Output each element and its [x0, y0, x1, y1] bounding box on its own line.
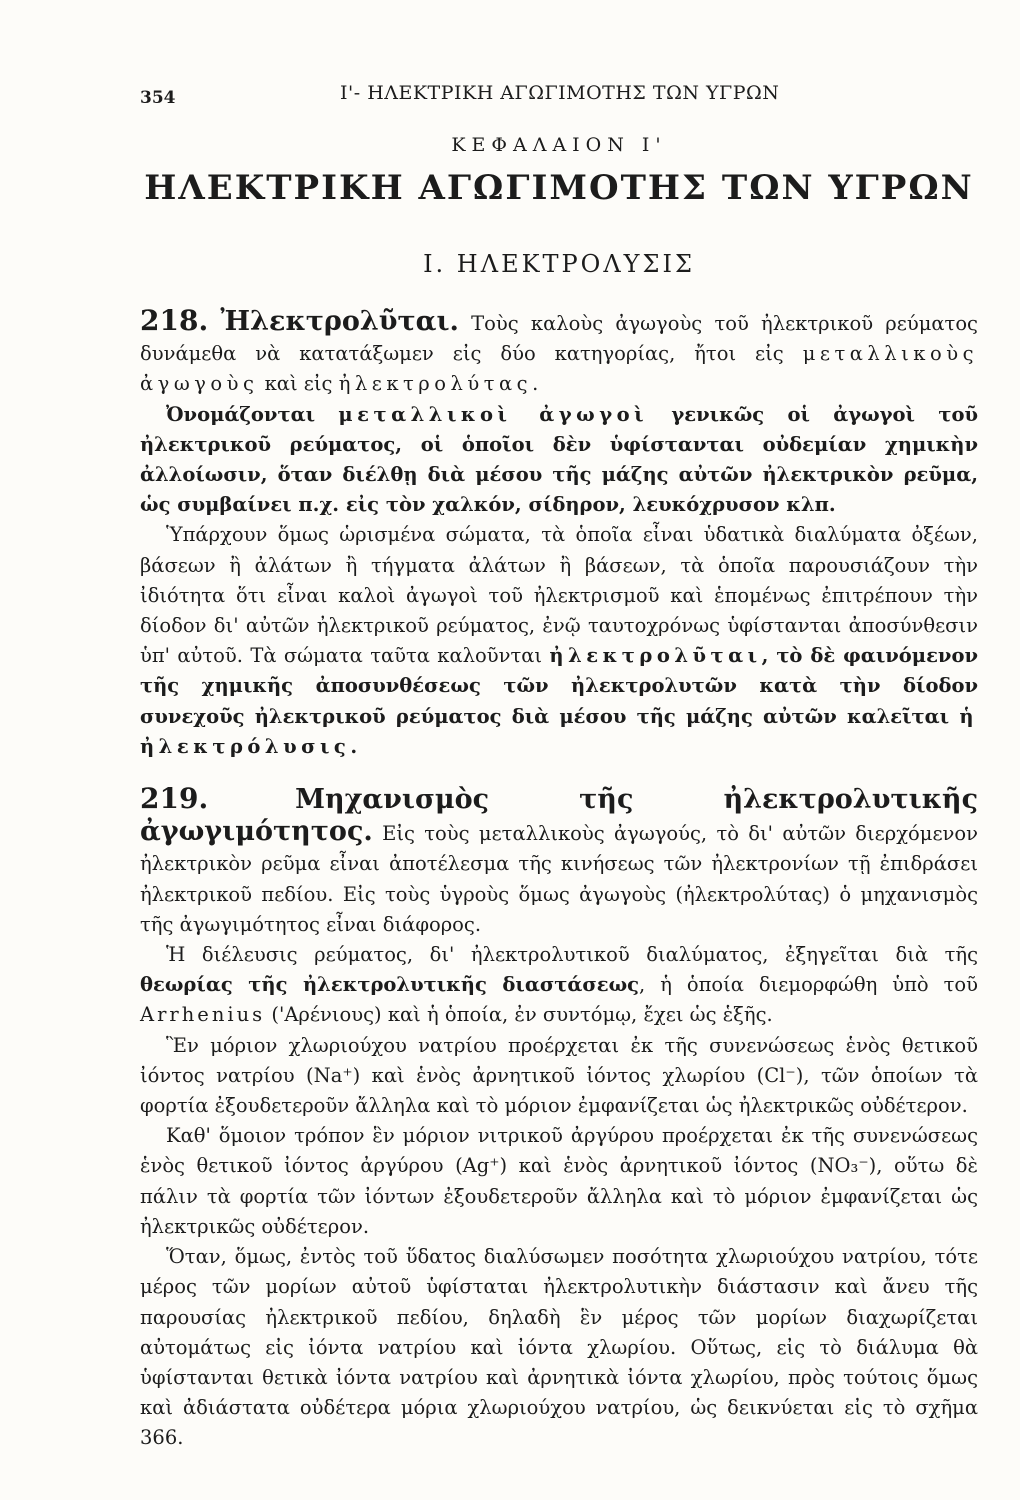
- chapter-title: ΗΛΕΚΤΡΙΚΗ ΑΓΩΓΙΜΟΤΗΣ ΤΩΝ ΥΓΡΩΝ: [144, 168, 974, 208]
- text-run: καὶ εἰς: [258, 372, 339, 396]
- paragraph-219-nacl: Ἓν μόριον χλωριούχου νατρίου προέρχεται ἐκ τῆς συνενώσεως ἑνὸς θετικοῦ ἰόντος νατρίου (Na⁺) καὶ ἑνὸς ἀρνητικοῦ ἰόντος χλωρίου (Cl⁻), τῶν ὁποίων τὰ φορτία ἐξουδετεροῦν ἄλληλα καὶ τὸ μόριον ἐμφανίζεται ὡς ἠλεκτρικῶς οὐδέτερον.: [140, 1033, 978, 1118]
- text-run: Εἰς τοὺς μεταλλικοὺς ἀγωγούς, τὸ δι' αὐτῶν διερχόμενον ἠλεκτρικὸν ρεῦμα εἶναι ἀποτέλεσμα τῆς κινήσεως τῶν ἠλεκτρονίων τῇ ἐπιδράσει ἠλεκτρικοῦ πεδίου. Εἰς τοὺς ὑγροὺς ὅμως ἀγωγοὺς (ἠλεκτρολύτας) ὁ μηχανισμὸς τῆς ἀγωγιμότητος εἶναι διάφορος.: [140, 822, 978, 936]
- paragraph-218-electrolytes: [140, 520, 978, 762]
- page-number: 354: [140, 88, 176, 108]
- paragraph-218-intro: [140, 306, 978, 400]
- text-run: γενικῶς οἱ ἀγωγοὶ τοῦ ἠλεκτρικοῦ ρεύματος, οἱ ὁποῖοι δὲν ὑφίστανται οὐδεμίαν χημικὴν ἀλλοίωσιν, ὅταν διέλθῃ διὰ μέσου τῆς μάζης αὐτῶν ἠλεκτρικὸν ρεῦμα, ὡς συμβαίνει π.χ. εἰς τὸν χαλκόν, σίδηρον, λευκόχρυσον κλπ.: [140, 402, 978, 517]
- spaced-name: Arrhenius: [140, 1003, 266, 1027]
- page: [140, 70, 978, 1454]
- text-run: Τοὺς καλοὺς ἀγωγοὺς τοῦ ἠλεκτρικοῦ ρεύματος δυνάμεθα νὰ κατατάξωμεν εἰς δύο κατηγορίας, ἤτοι εἰς: [140, 312, 978, 366]
- spaced-term: ἠλεκτρολύτας: [338, 372, 533, 396]
- text-run: Ὀνομάζονται: [166, 402, 339, 426]
- running-title: Ι'- ΗΛΕΚΤΡΙΚΗ ΑΓΩΓΙΜΟΤΗΣ ΤΩΝ ΥΓΡΩΝ: [340, 82, 780, 104]
- paragraph-number: 219.: [140, 782, 209, 816]
- chapter-label: ΚΕΦΑΛΑΙΟΝ Ι': [451, 134, 667, 156]
- paragraph-heading: Ἠλεκτρολῦται.: [220, 306, 459, 337]
- text-run: , τὸ δὲ φαινόμενον τῆς χημικῆς ἀποσυνθέσεως τῶν ἠλεκτρολυτῶν κατὰ τὴν δίοδον συνεχοῦς ἠλεκτρικοῦ ρεύματος διὰ μέσου τῆς μάζης αὐτῶν καλεῖται: [140, 644, 978, 728]
- text-run: ('Αρένιους) καὶ ἡ ὁποία, ἐν συντόμῳ, ἔχει ὡς ἑξῆς.: [265, 1003, 773, 1027]
- running-head: [140, 70, 978, 114]
- paragraph-219-dissociation: Ὅταν, ὅμως, ἐντὸς τοῦ ὕδατος διαλύσωμεν ποσότητα χλωριούχου νατρίου, τότε μέρος τῶν μορίων αὐτοῦ ὑφίσταται ἠλεκτρολυτικὴν διάστασιν καὶ ἄνευ τῆς παρουσίας ἠλεκτρικοῦ πεδίου, δηλαδὴ ἓν μέρος τῶν μορίων διαχωρίζεται αὐτομάτως εἰς ἰόντα νατρίου καὶ ἰόντα χλωρίου. Οὕτως, εἰς τὸ διάλυμα θὰ ὑφίστανται θετικὰ ἰόντα νατρίου καὶ ἀρνητικὰ ἰόντα χλωρίου, πρὸς τούτοις ὅμως καὶ ἀδιάστατα οὐδέτερα μόρια χλωριούχου νατρίου, ὡς δεικνύεται εἰς τὸ σχῆμα 366.: [140, 1245, 978, 1450]
- spaced-term: ἡ ἠλεκτρόλυσις: [140, 704, 978, 758]
- paragraph-219-intro: [140, 784, 978, 940]
- paragraph-219-theory: [140, 940, 978, 1031]
- paragraph-heading: Μηχανισμὸς τῆς ἠλεκτρολυτικῆς ἀγωγιμότητος.: [140, 784, 979, 848]
- text-run: .: [532, 372, 539, 396]
- text-run: Ἡ διέλευσις ρεύματος, δι' ἠλεκτρολυτικοῦ διαλύματος, ἐξηγεῖται διὰ τῆς: [166, 943, 978, 967]
- bold-term: θεωρίας τῆς ἠλεκτρολυτικῆς διαστάσεως: [140, 973, 640, 997]
- spaced-term: μεταλλικοὺς ἀγωγοὺς: [140, 342, 978, 396]
- spaced-term: μεταλλικοὶ ἀγωγοὶ: [338, 402, 649, 426]
- paragraph-number: 218.: [140, 304, 209, 337]
- spaced-term: ἠλεκτρολῦται: [549, 644, 762, 668]
- text-run: Ὑπάρχουν ὅμως ὡρισμένα σώματα, τὰ ὁποῖα εἶναι ὑδατικὰ διαλύματα ὀξέων, βάσεων ἢ ἀλάτων ἢ τήγματα ἀλάτων ἢ βάσεων, τὰ ὁποῖα παρουσιάζουν τὴν ἰδιότητα ὅτι εἶναι καλοὶ ἀγωγοὶ τοῦ ἠλεκτρισμοῦ καὶ ἑπομένως ἐπιτρέπουν τὴν δίοδον δι' αὐτῶν ἠλεκτρικοῦ ρεύματος, ἐνῷ ταυτοχρόνως ὑφίστανται ἀποσύνθεσιν ὑπ' αὐτοῦ. Τὰ σώματα ταῦτα καλοῦνται: [140, 523, 978, 668]
- section-title: I. ΗΛΕΚΤΡΟΛΥΣΙΣ: [423, 250, 695, 278]
- text-run: .: [350, 734, 358, 758]
- paragraph-219-agno3: Καθ' ὅμοιον τρόπον ἓν μόριον νιτρικοῦ ἀργύρου προέρχεται ἐκ τῆς συνενώσεως ἑνὸς θετικοῦ ἰόντος ἀργύρου (Ag⁺) καὶ ἑνὸς ἀρνητικοῦ ἰόντος (NO₃⁻), οὕτω δὲ πάλιν τὰ φορτία τῶν ἰόντων ἐξουδετεροῦν ἄλληλα καὶ τὸ μόριον ἐμφανίζεται ὡς ἠλεκτρικῶς οὐδέτερον.: [140, 1124, 978, 1238]
- paragraph-218-definition: [140, 400, 978, 521]
- text-run: , ἡ ὁποία διεμορφώθη ὑπὸ τοῦ: [639, 973, 978, 997]
